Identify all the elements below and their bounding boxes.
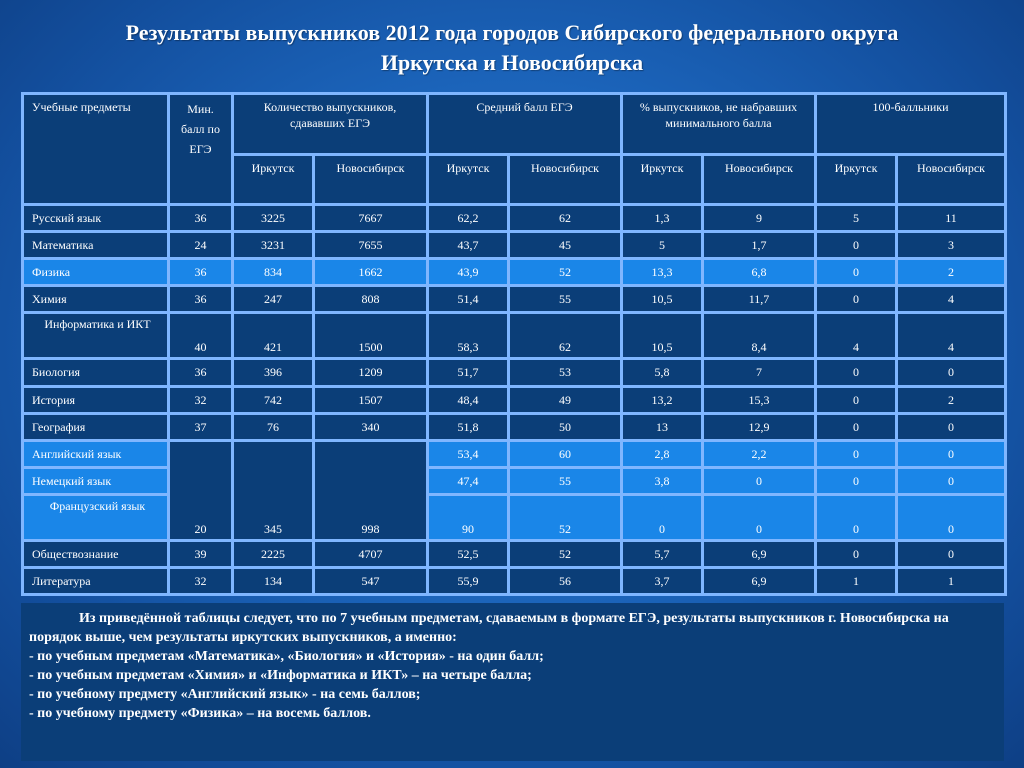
conclusion-line: - по учебному предмету «Английский язык» - на семь баллов; — [29, 687, 421, 702]
hundred-novosibirsk-cell: 0 — [897, 359, 1006, 386]
table-row — [23, 567, 1006, 594]
pct-irkutsk-cell: 5 — [622, 232, 703, 259]
subject-cell: Обществознание — [23, 540, 169, 567]
min-score-cell: 40 — [169, 313, 233, 359]
header-count: Количество выпускников, сдававших ЕГЭ — [233, 94, 428, 155]
subject-cell: История — [23, 386, 169, 413]
hundred-novosibirsk-cell: 3 — [897, 232, 1006, 259]
header-subjects: Учебные предметы — [23, 94, 169, 205]
table-row — [23, 232, 1006, 259]
avg-novosibirsk-cell: 55 — [509, 286, 622, 313]
hundred-novosibirsk-cell: 4 — [897, 313, 1006, 359]
subject-cell: Биология — [23, 359, 169, 386]
hundred-irkutsk-cell: 0 — [816, 413, 897, 440]
table-row — [23, 359, 1006, 386]
avg-novosibirsk-cell: 55 — [509, 467, 622, 494]
pct-irkutsk-cell: 3,8 — [622, 467, 703, 494]
table-row — [23, 259, 1006, 286]
avg-irkutsk-cell: 58,3 — [428, 313, 509, 359]
table-row — [23, 413, 1006, 440]
hundred-irkutsk-cell: 0 — [816, 494, 897, 540]
avg-novosibirsk-cell: 60 — [509, 440, 622, 467]
conclusion-line: - по учебному предмету «Физика» – на восемь баллов. — [29, 706, 371, 721]
hundred-novosibirsk-cell: 1 — [897, 567, 1006, 594]
count-novosibirsk-cell: 7655 — [314, 232, 428, 259]
languages-count-irkutsk-cell: 345 — [233, 440, 314, 540]
min-score-cell: 32 — [169, 567, 233, 594]
pct-irkutsk-cell: 13,3 — [622, 259, 703, 286]
count-irkutsk-cell: 2225 — [233, 540, 314, 567]
subject-cell: Английский язык — [23, 440, 169, 467]
min-score-cell: 36 — [169, 359, 233, 386]
table-row — [23, 286, 1006, 313]
avg-irkutsk-cell: 48,4 — [428, 386, 509, 413]
pct-novosibirsk-cell: 2,2 — [703, 440, 816, 467]
subject-cell: Литература — [23, 567, 169, 594]
title-line-2: Иркутска и Новосибирска — [380, 50, 644, 75]
avg-novosibirsk-cell: 52 — [509, 494, 622, 540]
count-novosibirsk-cell: 7667 — [314, 205, 428, 232]
hundred-irkutsk-cell: 1 — [816, 567, 897, 594]
subheader-irkutsk: Иркутск — [622, 155, 703, 205]
header-row — [23, 94, 1006, 155]
avg-irkutsk-cell: 55,9 — [428, 567, 509, 594]
conclusion-intro: Из приведённой таблицы следует, что по 7 учебным предметам, сдаваемым в формате ЕГЭ, результаты выпускников г. Новосибирска на порядок выше, чем результаты иркутских выпускников, а именно: — [29, 611, 949, 645]
subject-cell: Физика — [23, 259, 169, 286]
subject-cell: Немецкий язык — [23, 467, 169, 494]
hundred-novosibirsk-cell: 2 — [897, 259, 1006, 286]
subject-cell: Французский язык — [23, 494, 169, 540]
conclusion-box — [21, 603, 1004, 761]
title-line-1: Результаты выпускников 2012 года городов Сибирского федерального округа — [125, 20, 899, 45]
hundred-novosibirsk-cell: 0 — [897, 413, 1006, 440]
header-avg: Средний балл ЕГЭ — [428, 94, 622, 155]
pct-novosibirsk-cell: 6,9 — [703, 567, 816, 594]
min-score-cell: 39 — [169, 540, 233, 567]
hundred-irkutsk-cell: 0 — [816, 259, 897, 286]
subject-cell: Информатика и ИКТ — [23, 313, 169, 359]
page-title — [40, 18, 984, 78]
pct-irkutsk-cell: 0 — [622, 494, 703, 540]
avg-novosibirsk-cell: 50 — [509, 413, 622, 440]
avg-irkutsk-cell: 90 — [428, 494, 509, 540]
count-novosibirsk-cell: 547 — [314, 567, 428, 594]
pct-novosibirsk-cell: 8,4 — [703, 313, 816, 359]
pct-novosibirsk-cell: 0 — [703, 467, 816, 494]
count-novosibirsk-cell: 1209 — [314, 359, 428, 386]
avg-irkutsk-cell: 62,2 — [428, 205, 509, 232]
hundred-irkutsk-cell: 0 — [816, 467, 897, 494]
subheader-novosibirsk: Новосибирск — [703, 155, 816, 205]
count-novosibirsk-cell: 1507 — [314, 386, 428, 413]
pct-irkutsk-cell: 5,8 — [622, 359, 703, 386]
pct-novosibirsk-cell: 15,3 — [703, 386, 816, 413]
hundred-irkutsk-cell: 0 — [816, 540, 897, 567]
min-score-cell: 36 — [169, 286, 233, 313]
pct-irkutsk-cell: 1,3 — [622, 205, 703, 232]
min-score-cell: 36 — [169, 205, 233, 232]
hundred-irkutsk-cell: 0 — [816, 286, 897, 313]
avg-novosibirsk-cell: 52 — [509, 259, 622, 286]
pct-irkutsk-cell: 13,2 — [622, 386, 703, 413]
hundred-irkutsk-cell: 4 — [816, 313, 897, 359]
hundred-irkutsk-cell: 0 — [816, 386, 897, 413]
count-irkutsk-cell: 134 — [233, 567, 314, 594]
header-pct-below: % выпускников, не набравших минимального балла — [622, 94, 816, 155]
pct-novosibirsk-cell: 7 — [703, 359, 816, 386]
subject-cell: Математика — [23, 232, 169, 259]
hundred-irkutsk-cell: 5 — [816, 205, 897, 232]
avg-novosibirsk-cell: 49 — [509, 386, 622, 413]
header-hundred: 100-балльники — [816, 94, 1006, 155]
subheader-irkutsk: Иркутск — [816, 155, 897, 205]
avg-novosibirsk-cell: 52 — [509, 540, 622, 567]
pct-novosibirsk-cell: 11,7 — [703, 286, 816, 313]
hundred-novosibirsk-cell: 0 — [897, 540, 1006, 567]
languages-count-novosibirsk-cell: 998 — [314, 440, 428, 540]
count-irkutsk-cell: 396 — [233, 359, 314, 386]
conclusion-line: - по учебным предметам «Химия» и «Информатика и ИКТ» – на четыре балла; — [29, 668, 532, 683]
hundred-novosibirsk-cell: 11 — [897, 205, 1006, 232]
pct-novosibirsk-cell: 9 — [703, 205, 816, 232]
avg-novosibirsk-cell: 56 — [509, 567, 622, 594]
hundred-novosibirsk-cell: 0 — [897, 467, 1006, 494]
avg-novosibirsk-cell: 53 — [509, 359, 622, 386]
pct-novosibirsk-cell: 12,9 — [703, 413, 816, 440]
subject-cell: География — [23, 413, 169, 440]
conclusion-line: - по учебным предметам «Математика», «Биология» и «История» - на один балл; — [29, 649, 544, 664]
min-score-cell: 37 — [169, 413, 233, 440]
hundred-novosibirsk-cell: 0 — [897, 440, 1006, 467]
pct-irkutsk-cell: 3,7 — [622, 567, 703, 594]
pct-irkutsk-cell: 2,8 — [622, 440, 703, 467]
min-score-cell: 36 — [169, 259, 233, 286]
avg-irkutsk-cell: 52,5 — [428, 540, 509, 567]
table-row — [23, 313, 1006, 359]
subheader-novosibirsk: Новосибирск — [314, 155, 428, 205]
pct-irkutsk-cell: 10,5 — [622, 286, 703, 313]
avg-irkutsk-cell: 47,4 — [428, 467, 509, 494]
subheader-irkutsk: Иркутск — [233, 155, 314, 205]
pct-novosibirsk-cell: 6,8 — [703, 259, 816, 286]
count-novosibirsk-cell: 1662 — [314, 259, 428, 286]
hundred-novosibirsk-cell: 4 — [897, 286, 1006, 313]
subheader-irkutsk: Иркутск — [428, 155, 509, 205]
avg-irkutsk-cell: 51,7 — [428, 359, 509, 386]
table-row — [23, 205, 1006, 232]
min-score-cell: 32 — [169, 386, 233, 413]
results-table — [21, 92, 1004, 596]
count-irkutsk-cell: 421 — [233, 313, 314, 359]
count-irkutsk-cell: 742 — [233, 386, 314, 413]
count-irkutsk-cell: 3225 — [233, 205, 314, 232]
avg-irkutsk-cell: 43,7 — [428, 232, 509, 259]
count-novosibirsk-cell: 808 — [314, 286, 428, 313]
pct-irkutsk-cell: 10,5 — [622, 313, 703, 359]
table-row — [23, 440, 1006, 467]
count-novosibirsk-cell: 1500 — [314, 313, 428, 359]
languages-min-score-cell: 20 — [169, 440, 233, 540]
count-irkutsk-cell: 834 — [233, 259, 314, 286]
header-min-score: Мин. балл по ЕГЭ — [169, 94, 233, 205]
pct-novosibirsk-cell: 1,7 — [703, 232, 816, 259]
count-novosibirsk-cell: 4707 — [314, 540, 428, 567]
pct-novosibirsk-cell: 0 — [703, 494, 816, 540]
pct-novosibirsk-cell: 6,9 — [703, 540, 816, 567]
table-row — [23, 540, 1006, 567]
avg-novosibirsk-cell: 62 — [509, 313, 622, 359]
count-irkutsk-cell: 247 — [233, 286, 314, 313]
pct-irkutsk-cell: 5,7 — [622, 540, 703, 567]
count-novosibirsk-cell: 340 — [314, 413, 428, 440]
hundred-irkutsk-cell: 0 — [816, 232, 897, 259]
subject-cell: Химия — [23, 286, 169, 313]
hundred-irkutsk-cell: 0 — [816, 359, 897, 386]
subheader-novosibirsk: Новосибирск — [897, 155, 1006, 205]
min-score-cell: 24 — [169, 232, 233, 259]
avg-irkutsk-cell: 51,4 — [428, 286, 509, 313]
avg-novosibirsk-cell: 62 — [509, 205, 622, 232]
subject-cell: Русский язык — [23, 205, 169, 232]
count-irkutsk-cell: 3231 — [233, 232, 314, 259]
avg-irkutsk-cell: 43,9 — [428, 259, 509, 286]
hundred-novosibirsk-cell: 2 — [897, 386, 1006, 413]
count-irkutsk-cell: 76 — [233, 413, 314, 440]
avg-irkutsk-cell: 53,4 — [428, 440, 509, 467]
pct-irkutsk-cell: 13 — [622, 413, 703, 440]
avg-novosibirsk-cell: 45 — [509, 232, 622, 259]
hundred-novosibirsk-cell: 0 — [897, 494, 1006, 540]
avg-irkutsk-cell: 51,8 — [428, 413, 509, 440]
table-row — [23, 386, 1006, 413]
subheader-novosibirsk: Новосибирск — [509, 155, 622, 205]
hundred-irkutsk-cell: 0 — [816, 440, 897, 467]
